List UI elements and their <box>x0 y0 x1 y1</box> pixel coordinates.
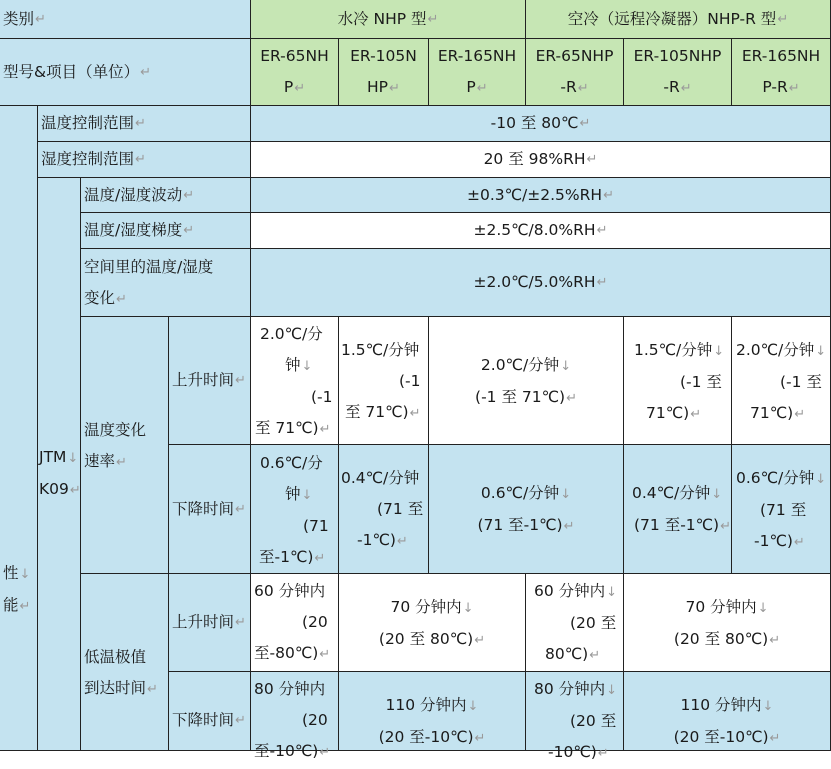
lowtemp-rise-1-line3: 至-80℃) <box>254 644 319 662</box>
lowtemp-rise-2-line2: (20 至 80℃) <box>378 630 474 648</box>
spatial-value: ±2.0℃/5.0%RH ↵ <box>251 249 831 317</box>
lowtemp-rise-cell-4: 60 分钟内↓ (20 至 80℃)↵ <box>526 574 624 672</box>
lowtemp-fall-5-line1: 110 分钟内 <box>680 696 762 714</box>
lowtemp-fall-2-line2: (20 至-10℃) <box>378 728 474 746</box>
spatial-value-text: ±2.0℃/5.0%RH <box>473 273 596 291</box>
rate-rise-6-line2: (-1 至 <box>780 373 822 391</box>
model-2-line2: HP <box>367 78 389 96</box>
rate-rise-5-line1: 1.5℃/分钟 <box>634 341 713 359</box>
rate-rise-1-line3: (-1 <box>311 388 333 406</box>
rate-rise-2-line3: 至 71℃) <box>345 403 409 421</box>
rate-rise-5-line3: 71℃) <box>646 404 690 422</box>
air-cooled-header: 空冷（远程冷凝器）NHP-R 型 ↵ <box>526 0 831 39</box>
category-header: 类别 ↵ <box>0 0 251 39</box>
rate-fall-5-line2: (71 至-1℃) <box>634 516 720 534</box>
lowtemp-rise-cell-5: 70 分钟内↓ (20 至 80℃)↵ <box>624 574 831 672</box>
rate-rise-2-line2: (-1 <box>399 372 421 390</box>
lowtemp-rise-label-text: 上升时间 <box>172 613 235 631</box>
rate-fall-2-line1: 0.4℃/分钟 <box>341 469 420 487</box>
rate-rise-3-line2: (-1 至 71℃) <box>475 388 566 406</box>
model-header-5: ER-105NHP -R↵ <box>624 39 732 106</box>
jtm-k09-label: JTM↓ K09↵ <box>38 178 81 751</box>
lowtemp-label-2: 到达时间 <box>84 679 147 697</box>
lowtemp-rise-4-line3: 80℃) <box>545 645 589 663</box>
spatial-label-1: 空间里的温度/湿度 <box>84 258 214 276</box>
model-item-header-text: 型号&项目（单位） <box>3 62 140 81</box>
rate-rise-label-text: 上升时间 <box>172 371 235 389</box>
model-6-line2: P-R <box>762 78 788 96</box>
lowtemp-rise-cell-1: 60 分钟内 (20 至-80℃)↵ <box>251 574 339 672</box>
temp-range-value: -10 至 80℃ ↵ <box>251 106 831 142</box>
model-header-1: ER-65NH P↵ <box>251 39 339 106</box>
model-header-3: ER-165NH P↵ <box>429 39 526 106</box>
model-1-line1: ER-65NH <box>260 47 329 65</box>
model-header-2: ER-105N HP↵ <box>339 39 429 106</box>
performance-label-1: 性 <box>3 564 19 582</box>
rate-fall-1-line3: (71 <box>303 517 329 535</box>
model-4-line1: ER-65NHP <box>535 47 614 65</box>
jtm-label-1: JTM <box>39 448 67 466</box>
spatial-label-2: 变化 <box>84 289 116 307</box>
humid-range-value: 20 至 98%RH ↵ <box>251 142 831 178</box>
fluctuation-value: ±0.3℃/±2.5%RH ↵ <box>251 178 831 213</box>
temp-range-label: 温度控制范围 ↵ <box>38 106 251 142</box>
lowtemp-fall-label: 下降时间 ↵ <box>169 672 251 751</box>
lowtemp-fall-4-line3: -10℃) <box>548 743 597 761</box>
rate-fall-6-line3: -1℃) <box>754 532 793 550</box>
lowtemp-fall-1-line2: (20 <box>302 711 328 729</box>
model-header-4: ER-65NHP -R↵ <box>526 39 624 106</box>
lowtemp-fall-4-line1: 80 分钟内 <box>534 680 606 698</box>
rate-rise-cell-2: 1.5℃/分钟 (-1 至 71℃)↵ <box>339 317 429 445</box>
lowtemp-label-1: 低温极值 <box>84 648 147 666</box>
model-4-line2: -R <box>560 78 577 96</box>
model-3-line1: ER-165NH <box>437 47 517 65</box>
rate-fall-cell-6: 0.6℃/分钟↓ (71 至 -1℃)↵ <box>732 445 831 574</box>
temp-range-label-text: 温度控制范围 <box>41 114 135 132</box>
model-1-line2: P <box>283 78 294 96</box>
rate-fall-5-line1: 0.4℃/分钟 <box>632 484 711 502</box>
water-cooled-header: 水冷 NHP 型 ↵ <box>251 0 526 39</box>
lowtemp-rise-4-line1: 60 分钟内 <box>534 582 606 600</box>
humid-range-value-text: 20 至 98%RH <box>483 150 586 168</box>
lowtemp-fall-cell-5: 110 分钟内↓ (20 至-10℃)↵ <box>624 672 831 751</box>
model-5-line2: -R <box>663 78 680 96</box>
air-cooled-header-text: 空冷（远程冷凝器）NHP-R 型 <box>567 9 777 28</box>
rate-fall-cell-5: 0.4℃/分钟↓ (71 至-1℃)↵ <box>624 445 732 574</box>
model-5-line1: ER-105NHP <box>633 47 722 65</box>
gradient-value: ±2.5℃/8.0%RH ↵ <box>251 213 831 249</box>
fluctuation-value-text: ±0.3℃/±2.5%RH <box>467 185 603 204</box>
rate-rise-3-line1: 2.0℃/分钟 <box>480 356 560 374</box>
lowtemp-fall-5-line2: (20 至-10℃) <box>673 728 769 746</box>
lowtemp-rise-5-line2: (20 至 80℃) <box>673 630 769 648</box>
rate-rise-cell-3: 2.0℃/分钟↓ (-1 至 71℃)↵ <box>429 317 624 445</box>
rate-label: 温度变化 速率↵ <box>81 317 169 574</box>
lowtemp-rise-2-line1: 70 分钟内 <box>390 598 462 616</box>
model-6-line1: ER-165NH <box>741 47 821 65</box>
lowtemp-rise-4-line2: (20 至 <box>570 614 617 632</box>
model-item-header: 型号&项目（单位） ↵ <box>0 39 251 106</box>
rate-rise-2-line1: 1.5℃/分钟 <box>341 341 420 359</box>
gradient-label: 温度/湿度梯度 ↵ <box>81 213 251 249</box>
fluctuation-label: 温度/湿度波动 ↵ <box>81 178 251 213</box>
model-3-line2: P <box>466 78 476 96</box>
lowtemp-rise-1-line2: (20 <box>302 613 328 631</box>
lowtemp-fall-2-line1: 110 分钟内 <box>385 696 467 714</box>
lowtemp-fall-1-line3: 至-10℃) <box>254 742 319 760</box>
rate-fall-cell-3: 0.6℃/分钟↓ (71 至-1℃)↵ <box>429 445 624 574</box>
rate-rise-cell-5: 1.5℃/分钟↓ (-1 至 71℃)↵ <box>624 317 732 445</box>
rate-fall-1-line2: 钟 <box>285 485 301 503</box>
spatial-label: 空间里的温度/湿度 变化↵ <box>81 249 251 317</box>
rate-rise-cell-6: 2.0℃/分钟↓ (-1 至 71℃)↵ <box>732 317 831 445</box>
rate-rise-5-line2: (-1 至 <box>680 373 722 391</box>
lowtemp-fall-cell-4: 80 分钟内↓ (20 至 -10℃)↵ <box>526 672 624 751</box>
rate-rise-1-line1: 2.0℃/分 <box>260 325 323 343</box>
lowtemp-rise-label: 上升时间 ↵ <box>169 574 251 672</box>
model-header-6: ER-165NH P-R↵ <box>732 39 831 106</box>
rate-rise-1-line4: 至 71℃) <box>255 419 319 437</box>
rate-fall-6-line2: (71 至 <box>760 501 807 519</box>
rate-fall-label-text: 下降时间 <box>172 499 235 518</box>
rate-fall-2-line2: (71 至 <box>377 500 424 518</box>
lowtemp-label: 低温极值 到达时间↵ <box>81 574 169 751</box>
lowtemp-fall-cell-2: 110 分钟内↓ (20 至-10℃)↵ <box>339 672 526 751</box>
gradient-label-text: 温度/湿度梯度 <box>84 221 183 239</box>
rate-fall-3-line1: 0.6℃/分钟 <box>480 484 560 502</box>
lowtemp-fall-1-line1: 80 分钟内 <box>254 680 326 698</box>
lowtemp-rise-cell-2: 70 分钟内↓ (20 至 80℃)↵ <box>339 574 526 672</box>
lowtemp-rise-5-line1: 70 分钟内 <box>685 598 757 616</box>
lowtemp-fall-cell-1: 80 分钟内 (20 至-10℃)↵ <box>251 672 339 751</box>
performance-label-2: 能 <box>3 596 19 614</box>
rate-fall-1-line4: 至-1℃) <box>259 548 314 566</box>
rate-fall-label: 下降时间 ↵ <box>169 445 251 574</box>
rate-rise-6-line1: 2.0℃/分钟 <box>736 341 815 359</box>
rate-label-1: 温度变化 <box>84 421 147 439</box>
gradient-value-text: ±2.5℃/8.0%RH <box>473 221 596 239</box>
fluctuation-label-text: 温度/湿度波动 <box>84 185 183 204</box>
rate-rise-cell-1: 2.0℃/分 钟↓ (-1 至 71℃)↵ <box>251 317 339 445</box>
rate-label-2: 速率 <box>84 452 116 470</box>
rate-fall-1-line1: 0.6℃/分 <box>260 454 323 472</box>
humid-range-label: 湿度控制范围 ↵ <box>38 142 251 178</box>
lowtemp-fall-4-line2: (20 至 <box>570 712 617 730</box>
model-2-line1: ER-105N <box>350 47 417 65</box>
rate-rise-1-line2: 钟 <box>285 356 301 374</box>
performance-label: 性↓ 能↵ <box>0 106 38 751</box>
rate-rise-6-line3: 71℃) <box>750 404 794 422</box>
rate-rise-label: 上升时间 ↵ <box>169 317 251 445</box>
humid-range-label-text: 湿度控制范围 <box>41 150 135 168</box>
rate-fall-cell-2: 0.4℃/分钟 (71 至 -1℃)↵ <box>339 445 429 574</box>
category-header-text: 类别 <box>3 9 35 28</box>
lowtemp-fall-label-text: 下降时间 <box>172 710 235 729</box>
jtm-label-2: K09 <box>39 480 69 498</box>
temp-range-value-text: -10 至 80℃ <box>490 114 579 132</box>
rate-fall-2-line3: -1℃) <box>357 531 396 549</box>
water-cooled-header-text: 水冷 NHP 型 <box>337 9 427 28</box>
rate-fall-cell-1: 0.6℃/分 钟↓ (71 至-1℃)↵ <box>251 445 339 574</box>
rate-fall-3-line2: (71 至-1℃) <box>477 516 563 534</box>
lowtemp-rise-1-line1: 60 分钟内 <box>254 582 326 600</box>
rate-fall-6-line1: 0.6℃/分钟 <box>736 469 815 487</box>
